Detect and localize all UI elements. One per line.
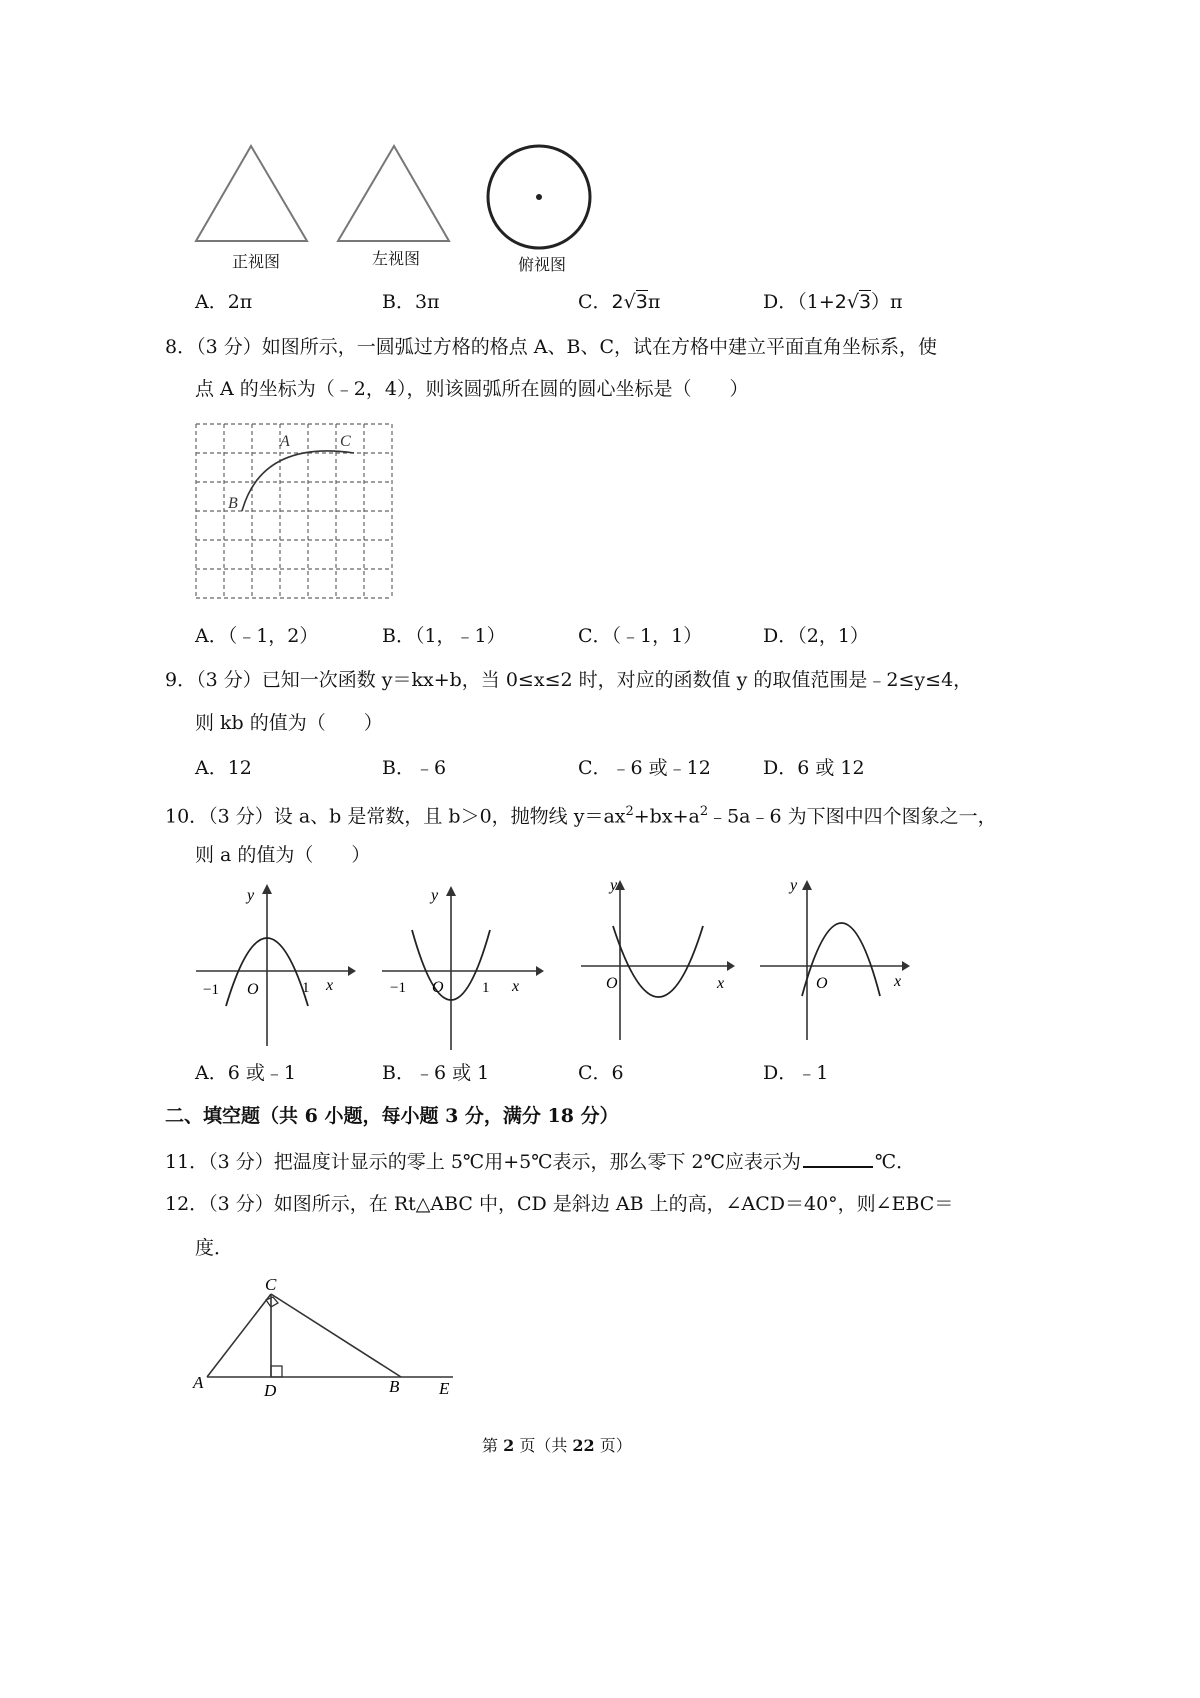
page-footer — [482, 1433, 632, 1456]
q10-exponent-1: 2 — [625, 804, 634, 819]
q8-option-d: D．（2，1） — [763, 625, 869, 647]
one-label: 1 — [302, 980, 310, 996]
x-axis-label: x — [326, 977, 334, 994]
vertex-label-a: A — [193, 1373, 204, 1392]
neg-one-label: −1 — [203, 982, 219, 998]
top-view-caption: 俯视图 — [518, 255, 567, 274]
q7-option-c-suffix: π — [647, 291, 661, 313]
q8-option-a: A．（﹣1，2） — [195, 625, 319, 647]
sqrt-sign-icon: √ — [623, 291, 636, 313]
x-axis-arrow-icon — [902, 961, 910, 971]
footer-prefix: 第 — [482, 1436, 504, 1455]
y-axis-arrow-icon — [802, 880, 812, 890]
q7-option-d-suffix: ）π — [871, 291, 903, 313]
point-label-e: E — [439, 1379, 450, 1398]
origin-label: O — [432, 979, 444, 996]
q7-d-sqrt-arg: 3 — [858, 291, 872, 313]
point-label-b: B — [228, 495, 238, 512]
q9-stem-line2: 则 kb 的值为（ ） — [195, 712, 383, 734]
front-view-caption: 正视图 — [232, 252, 281, 271]
origin-label: O — [606, 975, 618, 992]
right-angle-mark-d — [271, 1366, 282, 1377]
side-ac — [207, 1294, 271, 1377]
vertex-label-d: D — [264, 1381, 277, 1400]
q7-d-sqrt-coeff: 2 — [834, 291, 847, 313]
x-axis-arrow-icon — [348, 966, 356, 976]
q7-option-d — [763, 290, 903, 314]
arc-through-abc — [242, 451, 354, 511]
y-axis-label: y — [247, 887, 255, 904]
q12-stem-line2: 度． — [195, 1237, 234, 1259]
point-label-a: A — [280, 433, 290, 450]
q10-exponent-2: 2 — [699, 804, 709, 819]
left-view-triangle — [338, 146, 449, 241]
one-label: 1 — [482, 980, 490, 996]
sqrt-sign-icon: √ — [846, 291, 859, 313]
q7-c-sqrt-coeff: 2 — [611, 291, 624, 313]
origin-label: O — [816, 975, 828, 992]
q9-option-b: B．﹣6 — [382, 757, 447, 779]
q8-option-c: C．（﹣1，1） — [578, 625, 703, 647]
q8-option-b: B．（1，﹣1） — [382, 625, 506, 647]
q8-grid-figure — [190, 418, 400, 608]
neg-one-label: −1 — [390, 980, 406, 996]
point-label-c: C — [340, 433, 351, 450]
q10-stem-line2: 则 a 的值为（ ） — [195, 844, 371, 866]
q9-option-c: C．﹣6 或﹣12 — [578, 757, 711, 779]
q10-stem-line1 — [165, 800, 997, 828]
q7-option-c — [578, 290, 660, 314]
q7-option-b: B．3π — [382, 291, 440, 313]
parabola-curve — [802, 923, 880, 996]
q7-c-sqrt-arg: 3 — [635, 291, 648, 313]
grid-lines — [196, 424, 392, 598]
q12-triangle-figure — [185, 1268, 475, 1408]
footer-middle: 页（共 — [514, 1436, 573, 1455]
x-axis-label: x — [717, 975, 725, 992]
q12-stem-line1: 12．（3 分）如图所示，在 Rt△ABC 中，CD 是斜边 AB 上的高，∠ACD＝40°，则∠EBC＝ — [165, 1193, 954, 1215]
origin-label: O — [247, 981, 259, 998]
q11-answer-blank — [803, 1148, 873, 1168]
q10-graph-a — [190, 878, 360, 1053]
q10-graph-c — [575, 870, 745, 1045]
q10-stem-part2: +bx+a — [633, 805, 700, 828]
y-axis-arrow-icon — [262, 884, 272, 894]
q10-option-c: C．6 — [578, 1062, 624, 1084]
footer-page-number: 2 — [503, 1436, 515, 1455]
x-axis-label: x — [894, 973, 902, 990]
q9-option-d: D．6 或 12 — [763, 757, 865, 779]
footer-total-pages: 22 — [572, 1436, 595, 1455]
vertex-label-c: C — [265, 1275, 277, 1294]
q10-graph-d — [756, 870, 926, 1045]
front-view-triangle — [196, 146, 307, 241]
q10-stem-part3: ﹣5a﹣6 为下图中四个图象之一， — [708, 805, 997, 828]
footer-suffix: 页） — [594, 1436, 632, 1455]
section-heading-fill-in: 二、填空题（共 6 小题，每小题 3 分，满分 18 分） — [165, 1105, 619, 1127]
y-axis-label: y — [431, 887, 439, 904]
q10-option-d: D．﹣1 — [763, 1062, 829, 1084]
q10-stem-part1: 10．（3 分）设 a、b 是常数，且 b＞0，抛物线 y＝ax — [165, 805, 626, 828]
q9-option-a: A．12 — [195, 757, 252, 779]
q9-stem-line1: 9．（3 分）已知一次函数 y＝kx+b，当 0≤x≤2 时，对应的函数值 y 的取值范围是﹣2≤y≤4， — [165, 669, 973, 691]
y-axis-arrow-icon — [446, 886, 456, 896]
q8-stem-line1: 8．（3 分）如图所示，一圆弧过方格的格点 A、B、C，试在方格中建立平面直角坐标系，使 — [165, 336, 937, 358]
y-axis-label: y — [610, 877, 618, 894]
x-axis-label: x — [512, 978, 520, 995]
parabola-curve — [613, 926, 703, 997]
q7-option-d-prefix: D．（1+ — [763, 291, 835, 313]
x-axis-arrow-icon — [536, 966, 544, 976]
top-view-center-dot — [536, 194, 542, 200]
q10-option-b: B．﹣6 或 1 — [382, 1062, 490, 1084]
side-cb — [271, 1294, 401, 1377]
q11-stem-before: 11．（3 分）把温度计显示的零上 5℃用+5℃表示，那么零下 2℃应表示为 — [165, 1151, 801, 1173]
q10-graph-b — [376, 878, 546, 1053]
q7-option-c-prefix: C． — [578, 291, 612, 313]
q7-option-a: A．2π — [195, 291, 253, 313]
x-axis-arrow-icon — [727, 961, 735, 971]
q11-stem — [165, 1148, 915, 1174]
q11-stem-after: ℃． — [874, 1151, 916, 1173]
q8-stem-line2: 点 A 的坐标为（﹣2，4），则该圆弧所在圆的圆心坐标是（ ） — [195, 378, 749, 400]
left-view-caption: 左视图 — [372, 249, 421, 268]
vertex-label-b: B — [389, 1377, 400, 1396]
q10-option-a: A．6 或﹣1 — [195, 1062, 296, 1084]
y-axis-label: y — [790, 877, 798, 894]
